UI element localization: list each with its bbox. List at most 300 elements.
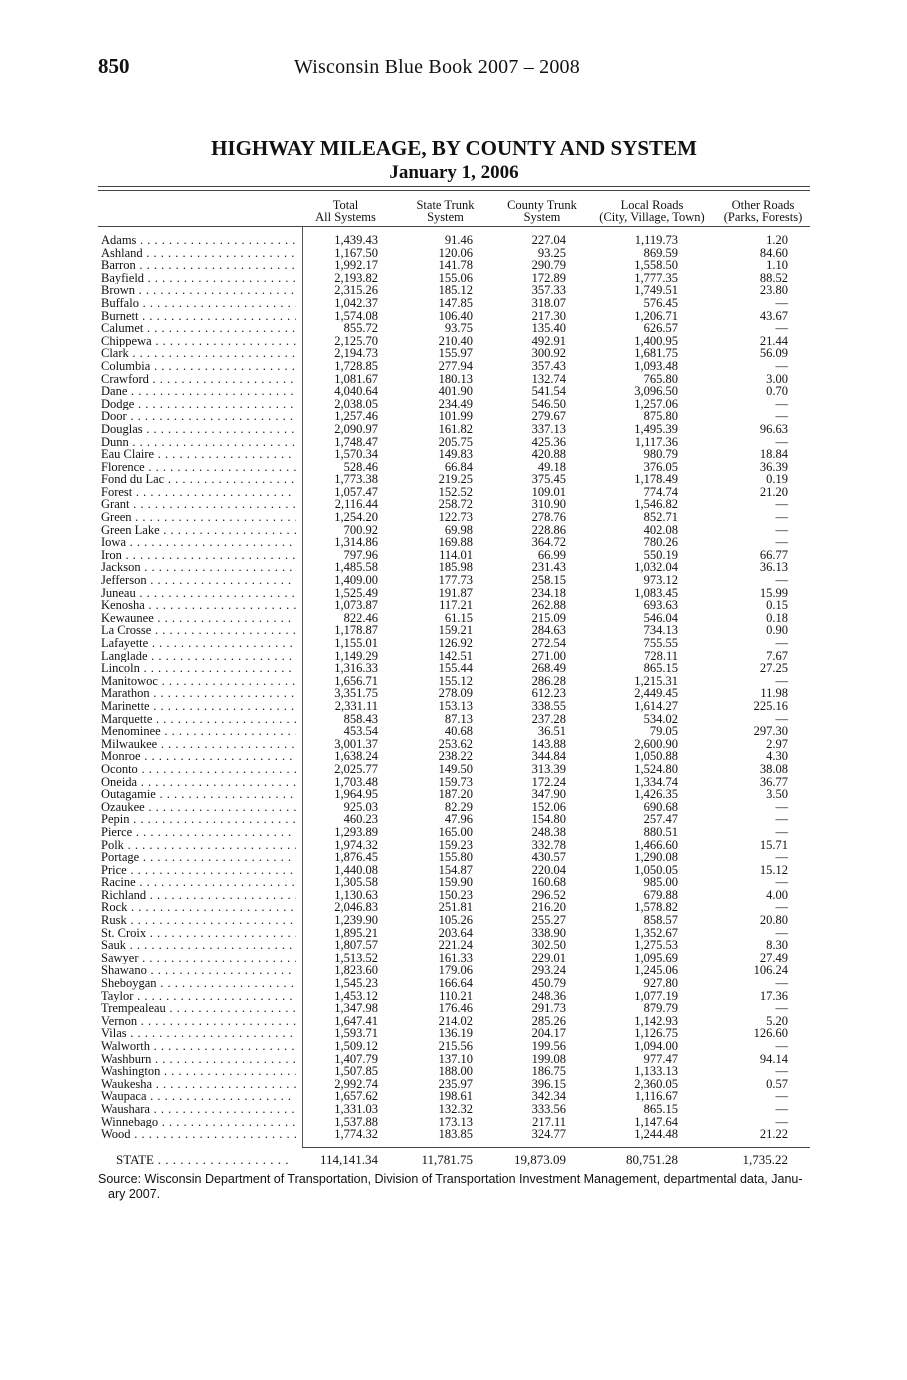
table-cell: 973.12: [643, 573, 678, 588]
table-cell: 154.80: [531, 812, 566, 827]
table-cell: 1.10: [766, 258, 788, 273]
county-name: Eau Claire . . .: [101, 448, 296, 461]
county-name: Jackson . . .: [101, 561, 296, 574]
table-cell: 87.13: [444, 711, 473, 726]
table-cell: 492.91: [531, 333, 566, 348]
county-name: Lafayette . . .: [101, 637, 296, 650]
table-cell: 1,093.48: [634, 358, 678, 373]
table-row: [98, 725, 810, 738]
table-row: [98, 662, 810, 675]
table-cell: 1,293.89: [334, 824, 378, 839]
county-name: Richland . . .: [101, 889, 296, 902]
table-cell: 338.55: [531, 698, 566, 713]
table-cell: 1,407.79: [334, 1051, 378, 1066]
table-cell: 155.44: [438, 661, 473, 676]
table-row: [98, 511, 810, 524]
table-cell: 237.28: [531, 711, 566, 726]
table-cell: 1,050.05: [634, 862, 678, 877]
table-cell: 425.36: [531, 434, 566, 449]
table-cell: ––: [775, 535, 788, 550]
table-cell: 1,509.12: [334, 1039, 378, 1053]
table-cell: 205.75: [438, 434, 473, 449]
county-name: Grant . . .: [101, 498, 296, 511]
table-cell: 186.75: [531, 1064, 566, 1079]
county-name: Marathon . . .: [101, 687, 296, 700]
table-cell: 149.83: [438, 447, 473, 462]
table-cell: 216.20: [531, 900, 566, 915]
table-cell: 234.49: [438, 396, 473, 411]
table-cell: 310.90: [531, 497, 566, 512]
county-name: Jefferson . . .: [101, 574, 296, 587]
county-name: Oconto . . .: [101, 763, 296, 776]
county-name: Dodge . . .: [101, 398, 296, 411]
table-cell: 612.23: [531, 686, 566, 701]
table-cell: 43.67: [759, 308, 788, 323]
county-name: Racine . . .: [101, 876, 296, 889]
table-row: [98, 1040, 810, 1053]
table-cell: 333.56: [531, 1101, 566, 1116]
table-cell: 106.24: [753, 963, 788, 978]
table-cell: 1,257.06: [634, 396, 678, 411]
book-title: Wisconsin Blue Book 2007 – 2008: [294, 56, 580, 78]
county-name: Ozaukee . . .: [101, 801, 296, 814]
table-cell: ––: [775, 711, 788, 726]
table-cell: 1,133.13: [634, 1064, 678, 1079]
county-name: Waukesha . . .: [101, 1078, 296, 1091]
county-name: Vilas . . .: [101, 1027, 296, 1040]
county-name: Winnebago . . .: [101, 1116, 296, 1129]
table-cell: 318.07: [531, 295, 566, 310]
table-cell: 0.15: [766, 598, 788, 613]
column-header-state-trunk: State Trunk System: [416, 198, 475, 224]
table-cell: 3,351.75: [334, 686, 378, 701]
table-cell: 1,334.74: [634, 774, 678, 789]
county-name: Shawano . . .: [101, 964, 296, 977]
county-name: Menominee . . .: [101, 725, 296, 738]
county-name: Florence . . .: [101, 461, 296, 474]
table-cell: 765.80: [643, 371, 678, 386]
table-row: [98, 914, 810, 927]
table-cell: 302.50: [531, 938, 566, 953]
table-row: [98, 939, 810, 952]
table-cell: 2,360.05: [634, 1076, 678, 1091]
table-cell: 1,895.21: [334, 925, 378, 940]
table-cell: 2.97: [766, 736, 788, 751]
table-cell: 977.47: [643, 1051, 678, 1066]
table-cell: 199.56: [531, 1039, 566, 1053]
header-rule: [98, 226, 810, 227]
county-name: Portage . . .: [101, 851, 296, 864]
table-cell: 135.40: [531, 321, 566, 336]
column-header-local-roads: Local Roads (City, Village, Town): [599, 198, 705, 224]
table-cell: 217.11: [532, 1114, 566, 1129]
table-cell: 248.38: [531, 824, 566, 839]
table-cell: ––: [775, 522, 788, 537]
table-cell: 159.90: [438, 875, 473, 890]
table-cell: 15.99: [759, 585, 788, 600]
table-cell: 2,992.74: [334, 1076, 378, 1091]
table-cell: 122.73: [438, 510, 473, 525]
table-cell: 1,657.62: [334, 1089, 378, 1104]
table-cell: 191.87: [438, 585, 473, 600]
table-cell: 1,656.71: [334, 673, 378, 688]
table-cell: ––: [775, 673, 788, 688]
table-cell: 199.08: [531, 1051, 566, 1066]
table-cell: 1,116.67: [634, 1089, 678, 1104]
table-cell: 1,178.49: [634, 472, 678, 487]
county-name: Brown . . .: [101, 284, 296, 297]
county-name: Door . . .: [101, 410, 296, 423]
county-name: Dane . . .: [101, 385, 296, 398]
table-cell: 36.51: [537, 724, 566, 739]
table-cell: ––: [775, 295, 788, 310]
table-cell: 1,215.31: [634, 673, 678, 688]
table-cell: 1,439.43: [334, 233, 378, 247]
table-cell: ––: [775, 1039, 788, 1053]
table-cell: 2,331.11: [334, 698, 378, 713]
table-cell: 154.87: [438, 862, 473, 877]
table-cell: 227.04: [531, 233, 566, 247]
table-cell: ––: [775, 321, 788, 336]
table-cell: ––: [775, 497, 788, 512]
table-cell: 279.67: [531, 409, 566, 424]
table-cell: 528.46: [343, 459, 378, 474]
table-row: [98, 851, 810, 864]
table-cell: 268.49: [531, 661, 566, 676]
table-cell: ––: [775, 799, 788, 814]
table-cell: 1,546.82: [634, 497, 678, 512]
table-cell: 852.71: [643, 510, 678, 525]
table-cell: 822.46: [343, 610, 378, 625]
table-cell: 3,001.37: [334, 736, 378, 751]
table-cell: 576.45: [643, 295, 678, 310]
table-cell: 546.04: [643, 610, 678, 625]
table-cell: 1,964.95: [334, 787, 378, 802]
table-cell: 27.25: [759, 661, 788, 676]
table-cell: ––: [775, 510, 788, 525]
county-name: Fond du Lac . . .: [101, 473, 296, 486]
table-cell: 324.77: [531, 1127, 566, 1142]
table-cell: ––: [775, 1114, 788, 1129]
table-cell: 185.12: [438, 283, 473, 298]
table-cell: 204.17: [531, 1026, 566, 1041]
table-cell: 155.80: [438, 850, 473, 865]
table-cell: 1,083.45: [634, 585, 678, 600]
table-cell: 1,094.00: [634, 1039, 678, 1053]
county-name: Buffalo . . .: [101, 297, 296, 310]
table-cell: 142.51: [438, 648, 473, 663]
table-cell: 257.47: [643, 812, 678, 827]
county-name: Price . . .: [101, 864, 296, 877]
table-cell: 344.84: [531, 749, 566, 764]
table-cell: 4.00: [766, 887, 788, 902]
table-cell: 1,032.04: [634, 560, 678, 575]
county-name: Kenosha . . .: [101, 599, 296, 612]
table-cell: 229.01: [531, 950, 566, 965]
table-cell: 0.70: [766, 384, 788, 399]
table-cell: 1,167.50: [334, 245, 378, 260]
table-cell: 231.43: [531, 560, 566, 575]
table-cell: ––: [775, 358, 788, 373]
table-cell: 159.21: [438, 623, 473, 638]
table-cell: 132.74: [531, 371, 566, 386]
table-cell: 0.18: [766, 610, 788, 625]
county-name: Marinette . . .: [101, 700, 296, 713]
table-cell: 84.60: [759, 245, 788, 260]
table-cell: 2,193.82: [334, 270, 378, 285]
county-name: Waushara . . .: [101, 1103, 296, 1116]
table-cell: 278.09: [438, 686, 473, 701]
table-cell: 56.09: [759, 346, 788, 361]
table-cell: 865.15: [643, 661, 678, 676]
table-cell: 109.01: [531, 484, 566, 499]
table-cell: 1,119.73: [634, 233, 678, 247]
table-cell: ––: [775, 573, 788, 588]
top-rule: [98, 186, 810, 187]
table-cell: 176.46: [438, 1001, 473, 1016]
table-title: HIGHWAY MILEAGE, BY COUNTY AND SYSTEM: [211, 136, 697, 160]
table-cell: 1,073.87: [334, 598, 378, 613]
table-cell: 165.00: [438, 824, 473, 839]
table-cell: 865.15: [643, 1101, 678, 1116]
table-cell: 1,495.39: [634, 421, 678, 436]
table-cell: 23.80: [759, 283, 788, 298]
county-name: Monroe . . .: [101, 750, 296, 763]
table-cell: 18.84: [759, 447, 788, 462]
table-cell: 728.11: [644, 648, 678, 663]
table-cell: 1,703.48: [334, 774, 378, 789]
table-cell: 166.64: [438, 976, 473, 991]
table-cell: 220.04: [531, 862, 566, 877]
table-cell: 1,748.47: [334, 434, 378, 449]
table-cell: 215.56: [438, 1039, 473, 1053]
table-cell: 534.02: [643, 711, 678, 726]
table-cell: 1,466.60: [634, 837, 678, 852]
state-total-all: 114,141.34: [319, 1152, 378, 1167]
table-cell: 101.99: [438, 409, 473, 424]
table-cell: 4.30: [766, 749, 788, 764]
table-cell: 1,305.58: [334, 875, 378, 890]
table-cell: 228.86: [531, 522, 566, 537]
table-cell: 332.78: [531, 837, 566, 852]
table-subtitle: January 1, 2006: [389, 162, 519, 183]
state-total-county-trunk: 19,873.09: [514, 1152, 566, 1167]
source-note: Source: Wisconsin Department of Transportation, Division of Transportation Investment Management, departmental data, Janu- ary 2007.: [98, 1172, 803, 1201]
table-body: [98, 234, 810, 1141]
table-cell: 430.57: [531, 850, 566, 865]
table-cell: 1,426.35: [634, 787, 678, 802]
table-cell: 147.85: [438, 295, 473, 310]
table-cell: 7.67: [766, 648, 788, 663]
table-cell: 780.26: [643, 535, 678, 550]
table-row: [98, 977, 810, 990]
table-row: [98, 385, 810, 398]
county-name: Calumet . . .: [101, 322, 296, 335]
table-cell: 626.57: [643, 321, 678, 336]
table-cell: 1,347.98: [334, 1001, 378, 1016]
table-cell: 2,046.83: [334, 900, 378, 915]
state-total-label: STATE . . .: [116, 1152, 296, 1165]
table-cell: 1,245.06: [634, 963, 678, 978]
table-cell: 296.52: [531, 887, 566, 902]
table-cell: 21.44: [759, 333, 788, 348]
table-row: [98, 700, 810, 713]
table-cell: 541.54: [531, 384, 566, 399]
county-name: Langlade . . .: [101, 650, 296, 663]
table-cell: 172.24: [531, 774, 566, 789]
table-row: [98, 448, 810, 461]
table-cell: ––: [775, 1101, 788, 1116]
county-name: Bayfield . . .: [101, 272, 296, 285]
table-cell: 262.88: [531, 598, 566, 613]
table-cell: 110.21: [439, 988, 473, 1003]
table-cell: 143.88: [531, 736, 566, 751]
table-cell: 2,125.70: [334, 333, 378, 348]
table-cell: 159.23: [438, 837, 473, 852]
table-cell: 2,025.77: [334, 761, 378, 776]
table-cell: ––: [775, 900, 788, 915]
table-cell: 1,130.63: [334, 887, 378, 902]
state-total-other-roads: 1,735.22: [742, 1152, 788, 1167]
table-cell: 875.80: [643, 409, 678, 424]
table-cell: 1,178.87: [334, 623, 378, 638]
table-cell: 258.72: [438, 497, 473, 512]
state-total-row: [98, 1152, 810, 1166]
table-cell: 79.05: [649, 724, 678, 739]
table-cell: 1,206.71: [634, 308, 678, 323]
table-cell: 3,096.50: [634, 384, 678, 399]
table-cell: 152.52: [438, 484, 473, 499]
table-cell: 347.90: [531, 787, 566, 802]
table-cell: 136.19: [438, 1026, 473, 1041]
table-cell: 1,537.88: [334, 1114, 378, 1129]
table-cell: 1,749.51: [634, 283, 678, 298]
county-name: Green Lake . . .: [101, 524, 296, 537]
table-cell: 96.63: [759, 421, 788, 436]
table-cell: 38.08: [759, 761, 788, 776]
table-row: [98, 536, 810, 549]
county-name: Wood . . .: [101, 1128, 296, 1141]
table-cell: 126.60: [753, 1026, 788, 1041]
county-name: Douglas . . .: [101, 423, 296, 436]
table-cell: 36.39: [759, 459, 788, 474]
table-cell: 1,647.41: [334, 1013, 378, 1028]
table-cell: 858.57: [643, 913, 678, 928]
table-cell: 21.22: [759, 1127, 788, 1142]
table-cell: 17.36: [759, 988, 788, 1003]
table-cell: 11.98: [760, 686, 788, 701]
table-cell: 69.98: [444, 522, 473, 537]
table-cell: 401.90: [438, 384, 473, 399]
table-cell: 203.64: [438, 925, 473, 940]
county-name: Manitowoc . . .: [101, 675, 296, 688]
table-cell: 40.68: [444, 724, 473, 739]
table-cell: 1.20: [766, 233, 788, 247]
table-cell: 1,126.75: [634, 1026, 678, 1041]
table-row: [98, 599, 810, 612]
table-cell: 1,777.35: [634, 270, 678, 285]
table-cell: 357.43: [531, 358, 566, 373]
table-cell: 1,525.49: [334, 585, 378, 600]
county-name: Rock . . .: [101, 901, 296, 914]
table-cell: 2,090.97: [334, 421, 378, 436]
table-cell: 2,116.44: [334, 497, 378, 512]
table-cell: 105.26: [438, 913, 473, 928]
table-cell: 93.75: [444, 321, 473, 336]
table-cell: 690.68: [643, 799, 678, 814]
table-cell: ––: [775, 812, 788, 827]
table-cell: ––: [775, 409, 788, 424]
table-cell: 214.02: [438, 1013, 473, 1028]
table-cell: 3.50: [766, 787, 788, 802]
table-cell: 375.45: [531, 472, 566, 487]
table-row: [98, 574, 810, 587]
table-cell: 337.13: [531, 421, 566, 436]
county-name: Rusk . . .: [101, 914, 296, 927]
table-cell: 291.73: [531, 1001, 566, 1016]
table-cell: ––: [775, 875, 788, 890]
table-row: [98, 876, 810, 889]
table-cell: 1,593.71: [334, 1026, 378, 1041]
table-cell: 91.46: [444, 233, 473, 247]
table-cell: 278.76: [531, 510, 566, 525]
table-cell: 1,081.67: [334, 371, 378, 386]
county-name: Ashland . . .: [101, 247, 296, 260]
table-row: [98, 826, 810, 839]
table-cell: 248.36: [531, 988, 566, 1003]
table-cell: 1,773.38: [334, 472, 378, 487]
table-cell: 188.00: [438, 1064, 473, 1079]
table-cell: 1,142.93: [634, 1013, 678, 1028]
table-cell: 338.90: [531, 925, 566, 940]
county-name: Walworth . . .: [101, 1040, 296, 1053]
table-cell: 66.84: [444, 459, 473, 474]
table-cell: 1,558.50: [634, 258, 678, 273]
table-cell: 2,038.05: [334, 396, 378, 411]
table-cell: 36.13: [759, 560, 788, 575]
table-cell: 1,974.32: [334, 837, 378, 852]
table-row: [98, 259, 810, 272]
table-cell: ––: [775, 1064, 788, 1079]
table-cell: 1,057.47: [334, 484, 378, 499]
table-cell: 149.50: [438, 761, 473, 776]
table-cell: 258.15: [531, 573, 566, 588]
top-rule-double: [98, 190, 810, 191]
table-cell: 271.00: [531, 648, 566, 663]
table-cell: 1,352.67: [634, 925, 678, 940]
table-cell: 5.20: [766, 1013, 788, 1028]
table-cell: 93.25: [537, 245, 566, 260]
table-cell: 137.10: [438, 1051, 473, 1066]
table-cell: 300.92: [531, 346, 566, 361]
table-cell: 1,314.86: [334, 535, 378, 550]
table-cell: 1,077.19: [634, 988, 678, 1003]
table-cell: 210.40: [438, 333, 473, 348]
table-cell: 1,147.64: [634, 1114, 678, 1129]
table-cell: 215.09: [531, 610, 566, 625]
table-row: [98, 1065, 810, 1078]
table-cell: 61.15: [444, 610, 473, 625]
county-name: Vernon . . .: [101, 1015, 296, 1028]
table-cell: 1,149.29: [334, 648, 378, 663]
table-cell: 219.25: [438, 472, 473, 487]
table-cell: 1,485.58: [334, 560, 378, 575]
column-header-other-roads: Other Roads (Parks, Forests): [723, 198, 803, 224]
table-row: [98, 1128, 810, 1141]
table-cell: 255.27: [531, 913, 566, 928]
table-cell: 1,728.85: [334, 358, 378, 373]
table-cell: 1,409.00: [334, 573, 378, 588]
